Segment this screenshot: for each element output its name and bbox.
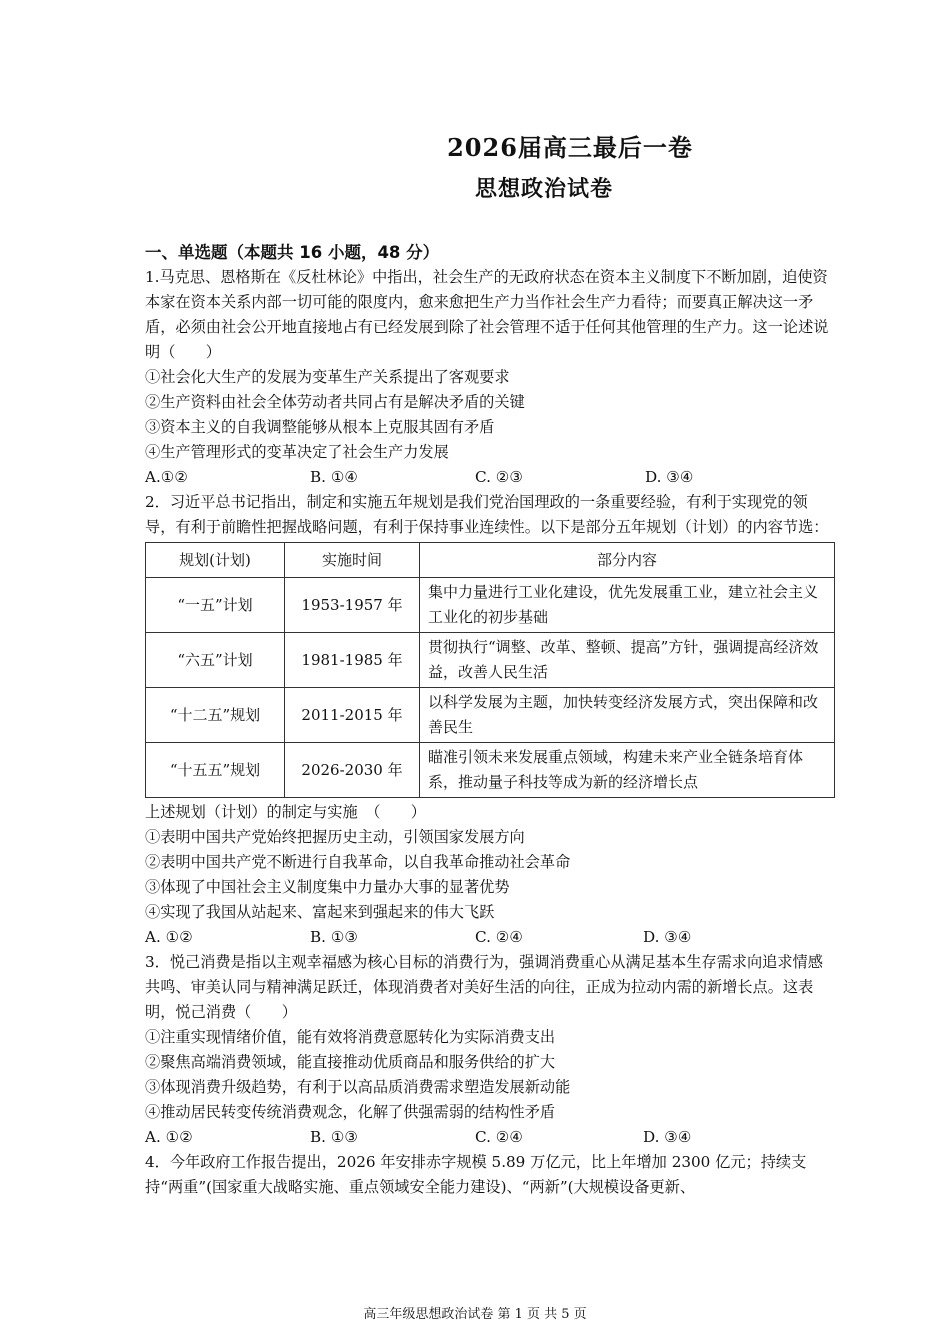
statement-2: ②生产资料由社会全体劳动者共同占有是解决矛盾的关键 [145, 393, 525, 411]
table-cell: 贯彻执行“调整、改革、整顿、提高”方针，强调提高经济效益，改善人民生活 [420, 633, 835, 688]
table-cell: “六五”计划 [146, 633, 285, 688]
statement-3: ③资本主义的自我调整能够从根本上克服其固有矛盾 [145, 418, 495, 436]
table-row [146, 688, 835, 743]
page-footer: 高三年级思想政治试卷 第 1 页 共 5 页 [363, 1307, 587, 1322]
option-b[interactable]: B. ①③ [310, 1128, 359, 1146]
table-row [146, 578, 835, 633]
table-header: 规划(计划) [146, 543, 285, 578]
option-d[interactable]: D. ③④ [645, 468, 694, 486]
statement-3: ③体现消费升级趋势，有利于以高品质消费需求塑造发展新动能 [145, 1078, 571, 1096]
question-followup: 上述规划（计划）的制定与实施 （ ） [145, 803, 426, 821]
option-d[interactable]: D. ③④ [643, 1128, 692, 1146]
table-row [146, 633, 835, 688]
option-a[interactable]: A. ①② [145, 928, 193, 946]
option-b[interactable]: B. ①③ [310, 928, 359, 946]
question-stem: 2．习近平总书记指出，制定和实施五年规划是我们党治国理政的一条重要经验，有利于实现党的领导，有利于前瞻性把握战略问题，有利于保持事业连续性。以下是部分五年规划（计划）的内容节选： [145, 493, 829, 536]
table-header: 实施时间 [285, 543, 420, 578]
question-3 [145, 950, 835, 1150]
statement-1: ①注重实现情绪价值，能有效将消费意愿转化为实际消费支出 [145, 1028, 556, 1046]
table-cell: “一五”计划 [146, 578, 285, 633]
question-stem: 4．今年政府工作报告提出，2026 年安排赤字规模 5.89 万亿元，比上年增加 2300 亿元；持续支持“两重”(国家重大战略实施、重点领域安全能力建设)、“两新”(大规模设备更新、 [145, 1153, 807, 1196]
option-a[interactable]: A.①② [145, 468, 189, 486]
statement-3: ③体现了中国社会主义制度集中力量办大事的显著优势 [145, 878, 510, 896]
exam-subtitle: 思想政治试卷 [474, 176, 613, 202]
table-cell: 以科学发展为主题，加快转变经济发展方式，突出保障和改善民生 [420, 688, 835, 743]
table-cell: 集中力量进行工业化建设，优先发展重工业，建立社会主义工业化的初步基础 [420, 578, 835, 633]
table-header-row [146, 543, 835, 578]
question-4 [145, 1150, 835, 1200]
answer-options [145, 1125, 835, 1150]
answer-options [145, 465, 835, 490]
option-c[interactable]: C. ②③ [475, 468, 523, 486]
question-2 [145, 490, 835, 950]
table-cell: “十五五”规划 [146, 743, 285, 798]
question-1 [145, 265, 835, 490]
table-cell: 2011-2015 年 [285, 688, 420, 743]
statement-1: ①社会化大生产的发展为变革生产关系提出了客观要求 [145, 368, 510, 386]
question-stem: 3．悦己消费是指以主观幸福感为核心目标的消费行为，强调消费重心从满足基本生存需求向追求情感共鸣、审美认同与精神满足跃迁，体现消费者对美好生活的向往，正成为拉动内需的新增长点。这表明，悦己消费（ ） [145, 953, 823, 1021]
table-cell: 1981-1985 年 [285, 633, 420, 688]
statement-4: ④生产管理形式的变革决定了社会生产力发展 [145, 443, 449, 461]
table-cell: 1953-1957 年 [285, 578, 420, 633]
exam-title: 2026届高三最后一卷 [447, 133, 693, 162]
option-b[interactable]: B. ①④ [310, 468, 359, 486]
question-stem: 1.马克思、恩格斯在《反杜林论》中指出，社会生产的无政府状态在资本主义制度下不断加剧，迫使资本家在资本关系内部一切可能的限度内，愈来愈把生产力当作社会生产力看待；而要真正解决这一矛盾，必须由社会公开地直接地占有已经发展到除了社会管理不适于任何其他管理的生产力。这一论述说明（ ） [145, 268, 829, 361]
section-heading: 一、单选题（本题共 16 小题，48 分） [145, 243, 440, 262]
statement-1: ①表明中国共产党始终把握历史主动，引领国家发展方向 [145, 828, 525, 846]
statement-2: ②聚焦高端消费领域，能直接推动优质商品和服务供给的扩大 [145, 1053, 556, 1071]
exam-content [145, 240, 835, 1200]
plan-table [145, 542, 835, 798]
table-cell: 2026-2030 年 [285, 743, 420, 798]
statement-2: ②表明中国共产党不断进行自我革命，以自我革命推动社会革命 [145, 853, 571, 871]
option-c[interactable]: C. ②④ [475, 928, 523, 946]
table-header: 部分内容 [420, 543, 835, 578]
option-d[interactable]: D. ③④ [643, 928, 692, 946]
option-a[interactable]: A. ①② [145, 1128, 193, 1146]
table-cell: 瞄准引领未来发展重点领域，构建未来产业全链条培育体系，推动量子科技等成为新的经济增长点 [420, 743, 835, 798]
option-c[interactable]: C. ②④ [475, 1128, 523, 1146]
statement-4: ④推动居民转变传统消费观念，化解了供强需弱的结构性矛盾 [145, 1103, 556, 1121]
table-row [146, 743, 835, 798]
statement-4: ④实现了我国从站起来、富起来到强起来的伟大飞跃 [145, 903, 495, 921]
table-cell: “十二五”规划 [146, 688, 285, 743]
answer-options [145, 925, 835, 950]
